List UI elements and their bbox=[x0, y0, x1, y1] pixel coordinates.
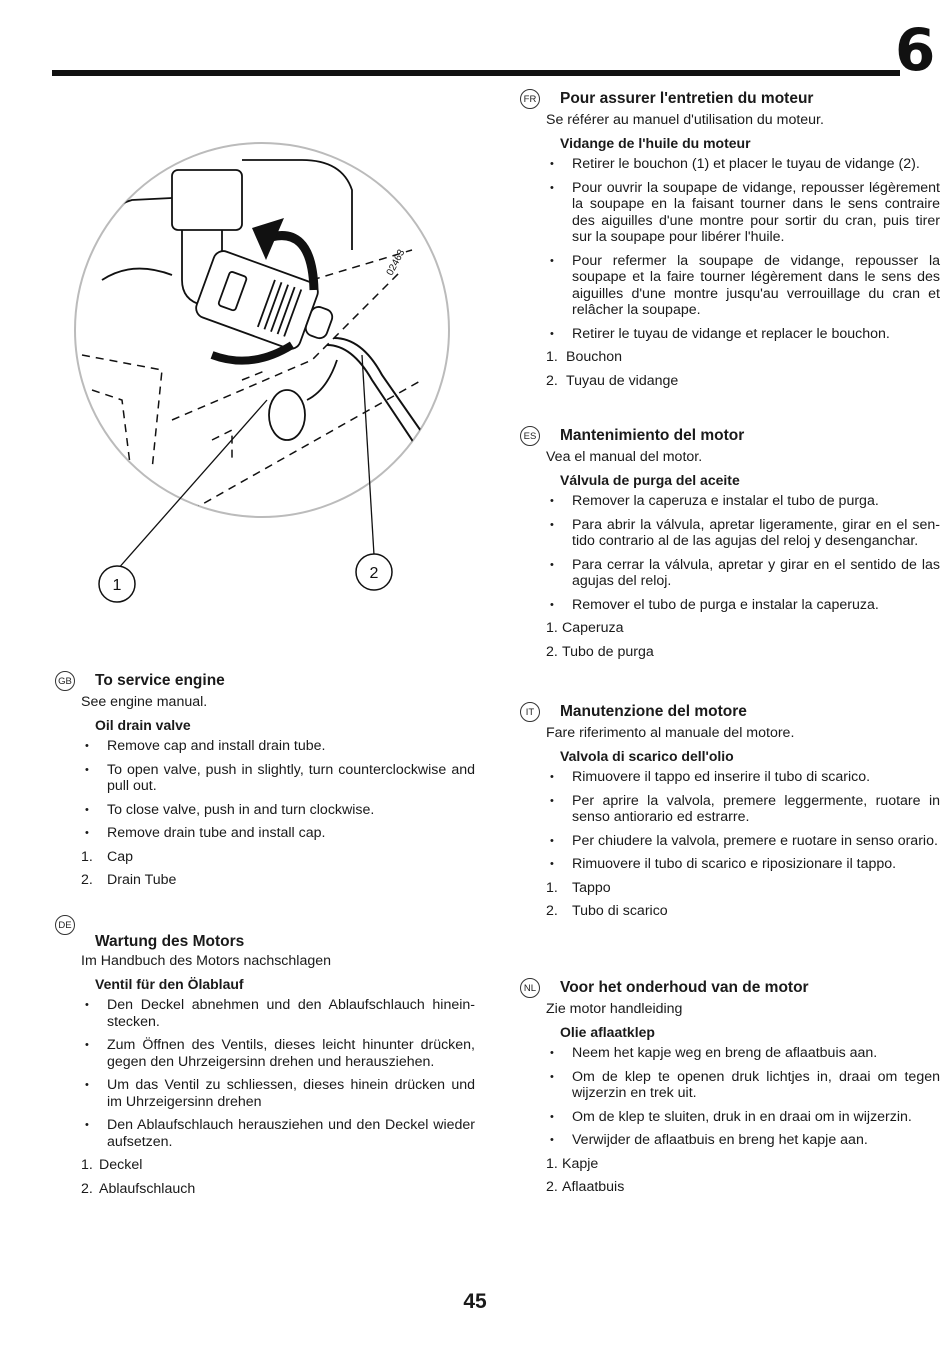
part-item: 2. Tubo di scarico bbox=[546, 903, 668, 919]
section-it bbox=[520, 703, 940, 927]
subhead-de: Ventil für den Ölablauf bbox=[95, 975, 244, 992]
lang-badge-fr: FR bbox=[520, 89, 540, 109]
section-fr bbox=[520, 90, 940, 396]
section-es bbox=[520, 427, 940, 667]
list-item: • Um das Ventil zu schliessen, dieses hinein drücken und im Uhrzeigersinn drehen bbox=[81, 1077, 475, 1110]
list-item: • Retirer le bouchon (1) et placer le tuyau de vidange (2). bbox=[546, 156, 940, 173]
list-item: • To close valve, push in and turn clockwise. bbox=[81, 802, 475, 819]
subhead-es: Válvula de purga del aceite bbox=[560, 471, 740, 488]
list-item: • Retirer le tuyau de vidange et replacer le bouchon. bbox=[546, 326, 940, 343]
list-item: • Per chiudere la valvola, premere e ruotare in senso orario. bbox=[546, 833, 940, 850]
list-item: • Om de klep te sluiten, druk in en draai om in wijzerzin. bbox=[546, 1109, 940, 1126]
list-item: • Para abrir la válvula, apretar ligeramente, girar en el sen-tido contrario al de las agujas del reloj y desenganchar. bbox=[546, 517, 940, 550]
list-item: • Om de klep te openen druk lichtjes in, draai om tegen wijzerzin en trek uit. bbox=[546, 1069, 940, 1102]
lang-badge-it: IT bbox=[520, 702, 540, 722]
intro-gb: See engine manual. bbox=[81, 694, 208, 710]
list-item: • Verwijder de aflaatbuis en breng het kapje aan. bbox=[546, 1132, 940, 1149]
part-item: 1. Bouchon bbox=[546, 349, 623, 365]
intro-de: Im Handbuch des Motors nachschlagen bbox=[81, 953, 331, 969]
list-item: • Pour refermer la soupape de vidange, repousser la soupape et la faire tourner légèrement dans le sens des aiguilles d'une montre jusqu'au verrouillage du cran et relâcher la soupape. bbox=[546, 253, 940, 319]
callout-1: 1 bbox=[112, 577, 122, 594]
list-item: • Per aprire la valvola, premere leggermente, ruotare in senso antiorario ed estrarre. bbox=[546, 793, 940, 826]
part-item: 2. Drain Tube bbox=[81, 872, 177, 888]
part-item: 1. Cap bbox=[81, 848, 134, 865]
intro-nl: Zie motor handleiding bbox=[546, 1001, 683, 1017]
section-title-nl: Voor het onderhoud van de motor bbox=[560, 979, 809, 996]
part-code: 02463 bbox=[384, 247, 408, 278]
subhead-fr: Vidange de l'huile du moteur bbox=[560, 134, 751, 151]
section-gb bbox=[55, 672, 475, 896]
list-item: • Remove drain tube and install cap. bbox=[81, 825, 475, 842]
list-item: • Remover la caperuza e instalar el tubo de purga. bbox=[546, 493, 940, 510]
list-item: • Den Ablaufschlauch herausziehen und den Deckel wieder aufsetzen. bbox=[81, 1117, 475, 1150]
part-item: 1. Tappo bbox=[546, 879, 611, 896]
subhead-gb: Oil drain valve bbox=[95, 716, 191, 733]
section-title-es: Mantenimiento del motor bbox=[560, 427, 745, 444]
lang-badge-es: ES bbox=[520, 426, 540, 446]
section-title-gb: To service engine bbox=[95, 672, 225, 689]
part-item: 2. Tubo de purga bbox=[546, 643, 654, 660]
list-item: • Rimuovere il tubo di scarico e riposizionare il tappo. bbox=[546, 856, 940, 873]
part-item: 1. Caperuza bbox=[546, 620, 624, 636]
list-item: • Zum Öffnen des Ventils, dieses leicht hinunter drücken, gegen den Uhrzeigersinn drehen und herausziehen. bbox=[81, 1037, 475, 1070]
subhead-it: Valvola di scarico dell'olio bbox=[560, 747, 734, 764]
intro-it: Fare riferimento al manuale del motore. bbox=[546, 725, 795, 741]
subhead-nl: Olie aflaatklep bbox=[560, 1023, 655, 1040]
page-number: 45 bbox=[463, 1290, 487, 1313]
section-de bbox=[55, 920, 475, 1204]
lang-badge-nl: NL bbox=[520, 978, 540, 998]
part-item: 1. Deckel bbox=[81, 1157, 143, 1173]
intro-fr: Se référer au manuel d'utilisation du moteur. bbox=[546, 112, 824, 128]
list-item: • Pour ouvrir la soupape de vidange, repousser légèrement la soupape en la faisant tourner dans le sens contraire des aiguilles d'une montre pour sortir du cran, puis tirer sur la soupape pour libérer l'huile. bbox=[546, 180, 940, 246]
part-item: 2. Aflaatbuis bbox=[546, 1179, 625, 1195]
header-rule bbox=[52, 70, 900, 76]
intro-es: Vea el manual del motor. bbox=[546, 449, 703, 465]
part-item: 2. Ablaufschlauch bbox=[81, 1180, 196, 1197]
list-item: • Remover el tubo de purga e instalar la caperuza. bbox=[546, 597, 940, 614]
lang-badge-gb: GB bbox=[55, 671, 75, 691]
list-item: • Neem het kapje weg en breng de aflaatbuis aan. bbox=[546, 1045, 940, 1062]
lang-badge-de: DE bbox=[55, 915, 75, 935]
part-item: 2. Tuyau de vidange bbox=[546, 372, 679, 389]
chapter-number: 6 bbox=[895, 16, 936, 84]
list-item: • To open valve, push in slightly, turn counterclockwise and pull out. bbox=[81, 762, 475, 795]
section-title-de: Wartung des Motors bbox=[95, 933, 245, 950]
oil-drain-valve-illustration bbox=[52, 100, 482, 620]
list-item: • Den Deckel abnehmen und den Ablaufschlauch hinein-stecken. bbox=[81, 997, 475, 1030]
callout-2: 2 bbox=[369, 565, 379, 582]
section-nl bbox=[520, 979, 940, 1203]
part-item: 1. Kapje bbox=[546, 1155, 599, 1172]
list-item: • Rimuovere il tappo ed inserire il tubo di scarico. bbox=[546, 769, 940, 786]
list-item: • Para cerrar la válvula, apretar y girar en el sentido de las agujas del reloj. bbox=[546, 557, 940, 590]
list-item: • Remove cap and install drain tube. bbox=[81, 738, 475, 755]
section-title-fr: Pour assurer l'entretien du moteur bbox=[560, 90, 814, 107]
section-title-it: Manutenzione del motore bbox=[560, 703, 747, 720]
